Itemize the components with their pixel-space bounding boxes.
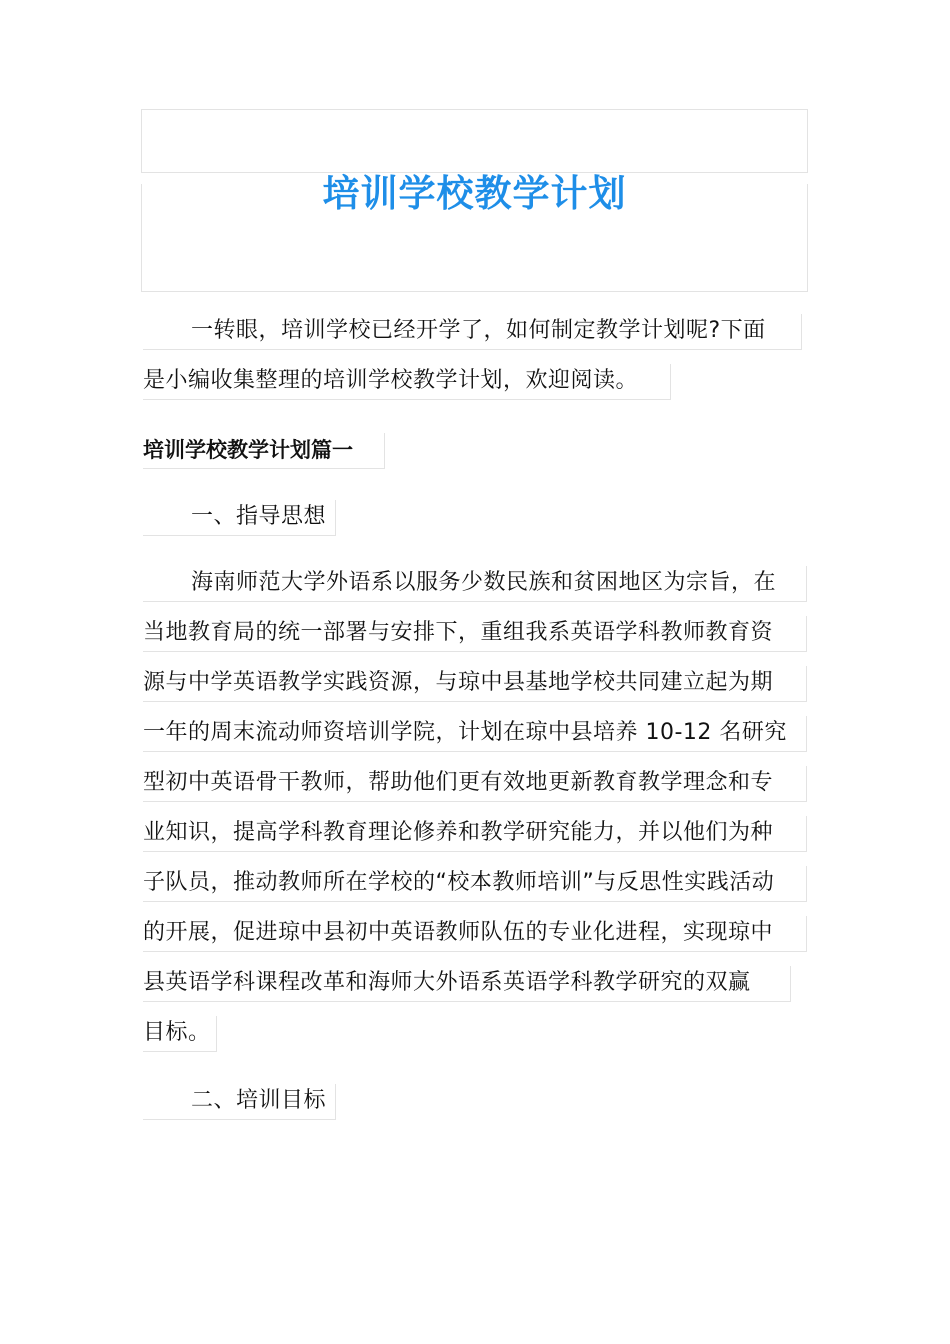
body-line-7: 子队员，推动教师所在学校的“校本教师培训”与反思性实践活动 xyxy=(143,866,807,902)
body-line-2: 当地教育局的统一部署与安排下，重组我系英语学科教师教育资 xyxy=(143,616,807,652)
body-line-9: 县英语学科课程改革和海师大外语系英语学科教学研究的双赢 xyxy=(143,966,791,1002)
body-line-1: 海南师范大学外语系以服务少数民族和贫困地区为宗旨，在 xyxy=(143,566,807,602)
body-line-6: 业知识，提高学科教育理论修养和教学研究能力，并以他们为种 xyxy=(143,816,807,852)
subheading-guiding-thought: 一、指导思想 xyxy=(143,500,336,536)
title-frame-top xyxy=(141,109,808,173)
subheading-training-goals: 二、培训目标 xyxy=(143,1084,336,1120)
body-line-8: 的开展，促进琼中县初中英语教师队伍的专业化进程，实现琼中 xyxy=(143,916,807,952)
body-line-4: 一年的周末流动师资培训学院，计划在琼中县培养 10-12 名研究 xyxy=(143,716,807,752)
intro-line-2: 是小编收集整理的培训学校教学计划，欢迎阅读。 xyxy=(143,364,671,400)
intro-line-1: 一转眼，培训学校已经开学了，如何制定教学计划呢?下面 xyxy=(143,314,802,350)
body-line-5: 型初中英语骨干教师，帮助他们更有效地更新教育教学理念和专 xyxy=(143,766,807,802)
body-line-3: 源与中学英语教学实践资源，与琼中县基地学校共同建立起为期 xyxy=(143,666,807,702)
body-line-10: 目标。 xyxy=(143,1016,217,1052)
section-heading: 培训学校教学计划篇一 xyxy=(143,433,385,469)
document-title: 培训学校教学计划 xyxy=(322,172,627,215)
